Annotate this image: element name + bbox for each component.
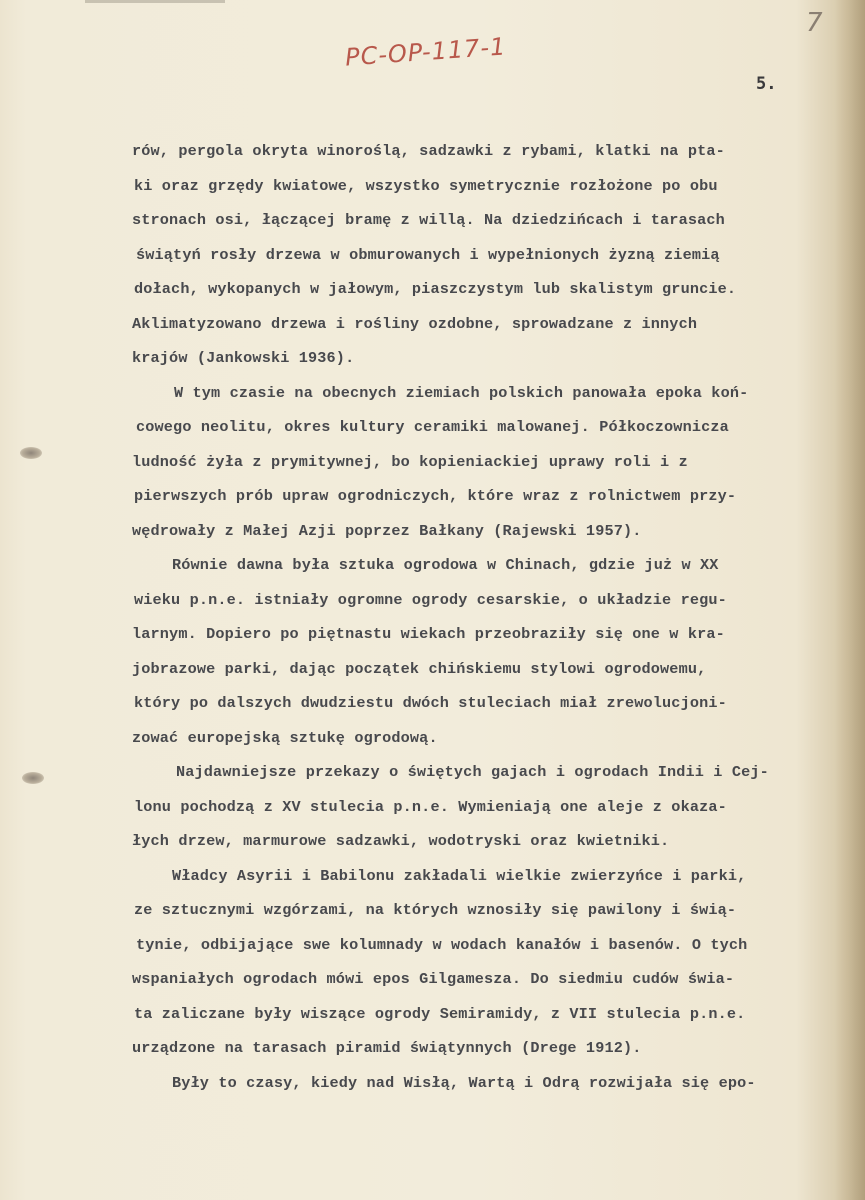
text-line: stronach osi, łączącej bramę z willą. Na dziedzińcach i tarasach [132,211,725,229]
text-line: jobrazowe parki, dając początek chińskiemu stylowi ogrodowemu, [132,659,707,678]
text-line: zować europejską sztukę ogrodową. [132,728,438,747]
text-line: Równie dawna była sztuka ogrodowa w Chinach, gdzie już w XX [172,556,719,574]
text-line: łych drzew, marmurowe sadzawki, wodotryski oraz kwietniki. [132,832,670,850]
text-line: cowego neolitu, okres kultury ceramiki malowanej. Półkoczownicza [136,418,729,436]
folio-number: 7 [806,8,823,38]
text-line: ta zaliczane były wiszące ogrody Semiramidy, z VII stulecia p.n.e. [134,1004,746,1023]
text-line: lonu pochodzą z XV stulecia p.n.e. Wymieniają one aleje z okaza- [134,797,727,816]
text-line: Były to czasy, kiedy nad Wisłą, Wartą i Odrą rozwijała się epo- [172,1073,756,1092]
text-line: W tym czasie na obecnych ziemiach polskich panowała epoka koń- [174,383,749,402]
text-line: Aklimatyzowano drzewa i rośliny ozdobne, sprowadzane z innych [132,314,698,333]
archive-signature: PC-OP-117-1 [344,32,508,72]
text-line: krajów (Jankowski 1936). [132,349,355,367]
punch-hole-top [20,447,42,459]
body-text [132,134,832,1100]
text-line: tynie, odbijające swe kolumnady w wodach kanałów i basenów. O tych [136,935,748,954]
page-edge-shadow [835,0,865,1200]
text-line: ki oraz grzędy kwiatowe, wszystko symetrycznie rozłożone po obu [134,176,718,195]
page-number: 5. [756,74,777,94]
text-line: ludność żyła z prymitywnej, bo kopieniackiej uprawy roli i z [132,452,688,471]
text-line: wspaniałych ogrodach mówi epos Gilgamesza. Do siedmiu cudów świa- [132,970,735,988]
top-edge-mark [85,0,225,3]
text-line: pierwszych prób upraw ogrodniczych, które wraz z rolnictwem przy- [134,487,737,505]
text-line: ze sztucznymi wzgórzami, na których wznosiły się pawilony i świą- [134,901,737,919]
text-line: Najdawniejsze przekazy o świętych gajach i ogrodach Indii i Cej- [176,763,769,781]
text-line: urządzone na tarasach piramid świątynnych (Drege 1912). [132,1039,642,1057]
punch-hole-bottom [22,772,44,784]
text-line: Władcy Asyrii i Babilonu zakładali wielkie zwierzyńce i parki, [172,866,747,885]
text-line: wędrowały z Małej Azji poprzez Bałkany (Rajewski 1957). [132,521,642,540]
text-line: który po dalszych dwudziestu dwóch stuleciach miał zrewolucjoni- [134,694,727,712]
text-line: larnym. Dopiero po piętnastu wiekach przeobraziły się one w kra- [132,625,725,643]
text-line: rów, pergola okryta winoroślą, sadzawki z rybami, klatki na pta- [132,142,725,160]
text-line: wieku p.n.e. istniały ogromne ogrody cesarskie, o układzie regu- [134,590,727,609]
text-line: dołach, wykopanych w jałowym, piaszczystym lub skalistym gruncie. [134,280,737,298]
text-line: świątyń rosły drzewa w obmurowanych i wypełnionych żyzną ziemią [136,245,720,264]
